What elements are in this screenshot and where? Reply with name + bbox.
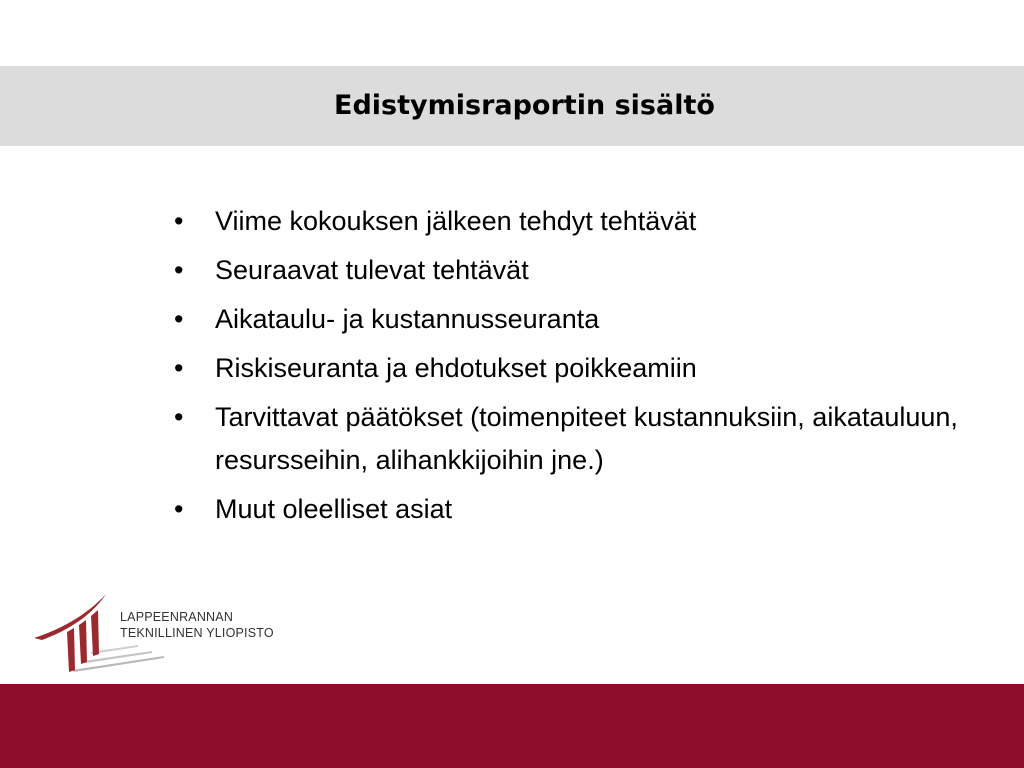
logo-line-2: TEKNILLINEN YLIOPISTO [120,626,274,640]
bullet-item [174,298,994,341]
bullet-dot: • [174,304,184,334]
bullet-dot: • [174,206,184,236]
bottom-band [0,684,1024,768]
bullet-dot: • [174,255,184,285]
bullet-item [174,396,994,482]
bullet-item [174,200,994,243]
bullet-dot: • [174,353,184,383]
bullet-text: Muut oleelliset asiat [215,494,453,524]
slide-title: Edistymisraportin sisältö [334,90,715,121]
title-band [0,66,1024,146]
logo-line-1: LAPPEENRANNAN [120,610,234,624]
bullet-text: Viime kokouksen jälkeen tehdyt tehtävät [215,206,697,236]
bullet-text: Tarvittavat päätökset (toimenpiteet kustannuksiin, aikatauluun, resursseihin, alihankkijoihin jne.) [215,402,958,475]
bullet-item [174,488,994,531]
bullet-item [174,347,994,390]
university-logo [34,590,304,680]
bullet-text: Seuraavat tulevat tehtävät [215,255,529,285]
bullet-dot: • [174,494,184,524]
bullet-item [174,249,994,292]
bullet-dot: • [174,402,184,432]
logo-text [120,609,274,641]
bullet-text: Riskiseuranta ja ehdotukset poikkeamiin [215,353,697,383]
bullet-text: Aikataulu- ja kustannusseuranta [215,304,600,334]
bullet-list [174,200,994,537]
